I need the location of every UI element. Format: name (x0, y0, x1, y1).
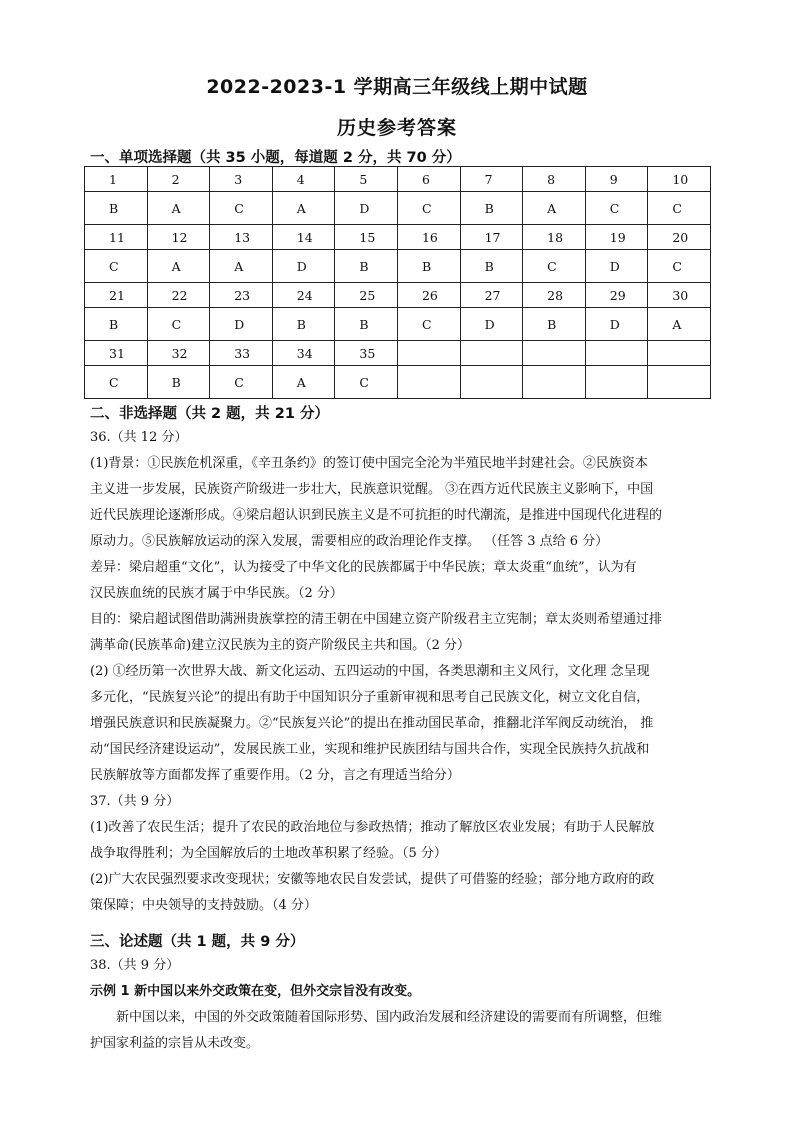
answer-letter-cell: B (397, 250, 460, 283)
question-number-cell: 11 (85, 225, 148, 250)
question-number-cell: 19 (585, 225, 648, 250)
answer-letter-row (85, 192, 711, 225)
question-number-cell: 34 (272, 341, 335, 366)
answer-letter-cell: A (272, 366, 335, 399)
question-number-cell: 13 (210, 225, 273, 250)
answer-line: 新中国以来，中国的外交政策随着国际形势、国内政治发展和经济建设的需要而有所调整，但维 (90, 1010, 663, 1025)
answer-letter-cell: C (648, 250, 711, 283)
answer-line: (1)改善了农民生活；提升了农民的政治地位与参政热情；推动了解放区农业发展；有助于人民解放 (90, 820, 655, 835)
answer-line: 目的：梁启超试图借助满洲贵族掌控的清王朝在中国建立资产阶级君主立宪制；章太炎则希望通过排 (90, 612, 663, 627)
answer-letter-cell (648, 366, 711, 399)
answer-letter-cell: A (648, 308, 711, 341)
question-number-cell: 20 (648, 225, 711, 250)
question-number-cell: 7 (460, 167, 523, 192)
answer-letter-row (85, 250, 711, 283)
answer-letter-cell: C (397, 192, 460, 225)
question-number-cell: 1 (85, 167, 148, 192)
section-1-heading: 一、单项选择题（共 35 小题，每道题 2 分，共 70 分） (90, 150, 461, 166)
answer-letter-cell: B (460, 250, 523, 283)
answer-line: 护国家利益的宗旨从未改变。 (90, 1036, 260, 1051)
question-number-cell: 4 (272, 167, 335, 192)
answer-letter-cell: C (335, 366, 398, 399)
question-number-cell (585, 341, 648, 366)
answer-table (84, 166, 711, 399)
answer-letter-row (85, 366, 711, 399)
question-number-cell: 17 (460, 225, 523, 250)
example-title: 示例 1 新中国以来外交政策在变，但外交宗旨没有改变。 (90, 984, 421, 999)
question-number-cell: 25 (335, 283, 398, 308)
answer-letter-cell: D (585, 250, 648, 283)
question-number-cell: 26 (397, 283, 460, 308)
question-number-cell: 10 (648, 167, 711, 192)
answer-letter-cell: C (210, 192, 273, 225)
answer-line: 民族解放等方面都发挥了重要作用。（2 分，言之有理适当给分） (90, 768, 460, 783)
answer-letter-cell: D (335, 192, 398, 225)
question-number-cell: 2 (147, 167, 210, 192)
question-number-cell: 12 (147, 225, 210, 250)
answer-letter-cell: C (648, 192, 711, 225)
answer-letter-cell: B (460, 192, 523, 225)
answer-line: (1)背景：①民族危机深重，《辛丑条约》的签订使中国完全沦为半殖民地半封建社会。②民族资本 (90, 456, 648, 471)
answer-letter-cell: C (397, 308, 460, 341)
answer-letter-cell: C (585, 192, 648, 225)
question-number-cell: 15 (335, 225, 398, 250)
answer-letter-cell: D (210, 308, 273, 341)
question-number-cell (648, 341, 711, 366)
answer-line: 策保障；中央领导的支持鼓励。（4 分） (90, 898, 317, 913)
answer-letter-cell: C (85, 366, 148, 399)
answer-letter-cell: D (272, 250, 335, 283)
answer-letter-cell: B (335, 250, 398, 283)
question-38-label: 38.（共 9 分） (90, 958, 180, 973)
answer-line: 差异：梁启超重“文化”，认为接受了中华文化的民族都属于中华民族；章太炎重“血统”，认为有 (90, 560, 637, 575)
answer-line: (2)广大农民强烈要求改变现状；安徽等地农民自发尝试，提供了可借鉴的经验；部分地方政府的政 (90, 872, 655, 887)
answer-line: 主义进一步发展，民族资产阶级进一步壮大，民族意识觉醒。 ③在西方近代民族主义影响下，中国 (90, 482, 654, 497)
question-number-cell: 18 (523, 225, 586, 250)
question-number-cell: 22 (147, 283, 210, 308)
answer-letter-cell (397, 366, 460, 399)
answer-line: 多元化，“民族复兴论”的提出有助于中国知识分子重新审视和思考自己民族文化，树立文化自信， (90, 690, 650, 705)
answer-letter-cell (523, 366, 586, 399)
question-number-cell: 16 (397, 225, 460, 250)
question-number-cell: 8 (523, 167, 586, 192)
answer-letter-cell: A (272, 192, 335, 225)
answer-letter-cell: C (147, 308, 210, 341)
document-subtitle: 历史参考答案 (336, 117, 457, 139)
question-number-cell: 29 (585, 283, 648, 308)
question-36 (90, 425, 710, 789)
answer-letter-cell: B (147, 366, 210, 399)
question-number-row (85, 167, 711, 192)
question-37-label: 37.（共 9 分） (90, 794, 180, 809)
question-number-cell: 30 (648, 283, 711, 308)
question-number-row (85, 341, 711, 366)
question-number-cell: 27 (460, 283, 523, 308)
question-number-cell: 14 (272, 225, 335, 250)
question-number-cell: 6 (397, 167, 460, 192)
answer-letter-row (85, 308, 711, 341)
question-number-cell (523, 341, 586, 366)
question-number-cell: 32 (147, 341, 210, 366)
section-3-heading: 三、论述题（共 1 题，共 9 分） (90, 934, 305, 950)
question-number-cell: 28 (523, 283, 586, 308)
question-number-cell: 9 (585, 167, 648, 192)
answer-letter-cell: C (523, 250, 586, 283)
answer-letter-cell: B (272, 308, 335, 341)
answer-letter-cell: C (210, 366, 273, 399)
answer-letter-cell (460, 366, 523, 399)
answer-letter-cell: B (335, 308, 398, 341)
answer-letter-cell: A (523, 192, 586, 225)
question-number-cell (460, 341, 523, 366)
answer-line: 原动力。⑤民族解放运动的深入发展，需要相应的政治理论作支撑。 （任答 3 点给 6 分） (90, 534, 609, 549)
answer-line: 增强民族意识和民族凝聚力。②“民族复兴论”的提出在推动国民革命，推翻北洋军阀反动统治， 推 (90, 716, 654, 731)
question-number-cell: 24 (272, 283, 335, 308)
answer-line: 近代民族理论逐渐形成。④梁启超认识到民族主义是不可抗拒的时代潮流，是推进中国现代化进程的 (90, 508, 663, 523)
answer-letter-cell: A (210, 250, 273, 283)
document-title: 2022-2023-1 学期高三年级线上期中试题 (206, 76, 588, 98)
answer-letter-cell: A (147, 192, 210, 225)
question-38 (90, 953, 710, 1057)
question-number-cell: 3 (210, 167, 273, 192)
answer-line: 战争取得胜利；为全国解放后的土地改革积累了经验。（5 分） (90, 846, 447, 861)
answer-letter-cell: D (460, 308, 523, 341)
answer-letter-cell: D (585, 308, 648, 341)
answer-line: 汉民族血统的民族才属于中华民族。（2 分） (90, 586, 343, 601)
question-number-row (85, 283, 711, 308)
answer-line: 满革命(民族革命)建立汉民族为主的资产阶级民主共和国。（2 分） (90, 638, 471, 653)
question-number-row (85, 225, 711, 250)
question-37 (90, 789, 710, 919)
question-number-cell: 5 (335, 167, 398, 192)
question-number-cell: 35 (335, 341, 398, 366)
answer-letter-cell: B (85, 308, 148, 341)
answer-line: (2) ①经历第一次世界大战、新文化运动、五四运动的中国，各类思潮和主义风行，文化理 念呈现 (90, 664, 650, 679)
answer-letter-cell: C (85, 250, 148, 283)
section-2-heading: 二、非选择题（共 2 题，共 21 分） (90, 406, 329, 422)
answer-letter-cell (585, 366, 648, 399)
question-number-cell (397, 341, 460, 366)
answer-line: 动“国民经济建设运动”，发展民族工业，实现和维护民族团结与国共合作，实现全民族持久抗战和 (90, 742, 650, 757)
question-number-cell: 33 (210, 341, 273, 366)
answer-letter-cell: A (147, 250, 210, 283)
question-36-label: 36.（共 12 分） (90, 430, 188, 445)
question-number-cell: 21 (85, 283, 148, 308)
answer-letter-cell: B (85, 192, 148, 225)
question-number-cell: 31 (85, 341, 148, 366)
question-number-cell: 23 (210, 283, 273, 308)
answer-letter-cell: B (523, 308, 586, 341)
